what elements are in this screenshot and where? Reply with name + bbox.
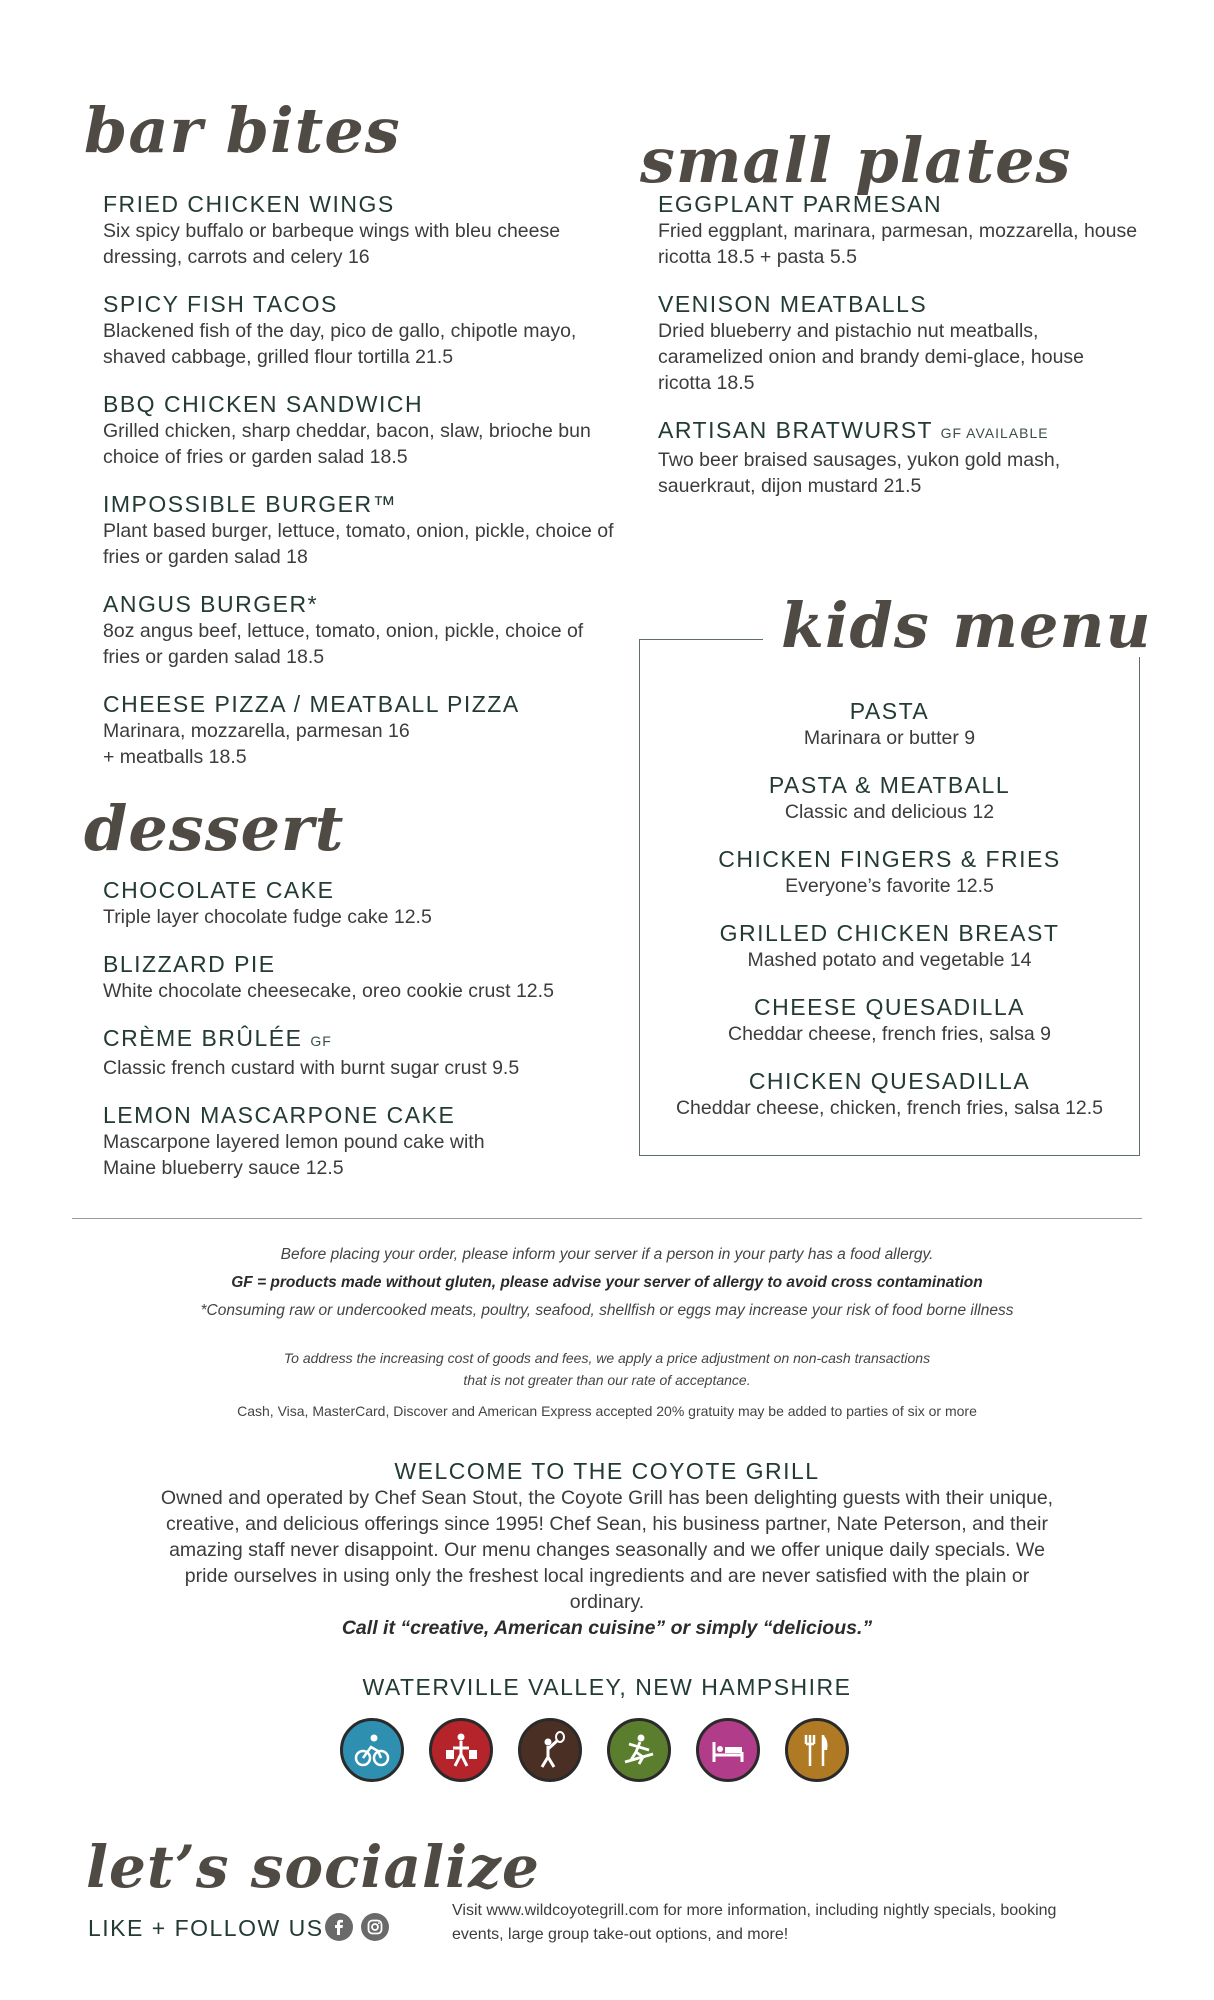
instagram-icon[interactable] <box>361 1913 389 1941</box>
menu-item <box>103 390 623 470</box>
gf-tag: GF AVAILABLE <box>940 425 1049 441</box>
item-desc: Everyone’s favorite 12.5 <box>785 875 994 897</box>
visit-website-text: Visit www.wildcoyotegrill.com for more information, including nightly specials, booking events, large group take-out options, and more! <box>452 1902 1057 1943</box>
item-desc: Six spicy buffalo or barbeque wings with bleu cheese dressing, carrots and celery 16 <box>103 220 561 268</box>
lodging-icon <box>696 1718 760 1782</box>
gf-tag: GF <box>310 1033 332 1049</box>
skiing-icon <box>607 1718 671 1782</box>
item-desc: Classic french custard with burnt sugar crust 9.5 <box>103 1057 520 1079</box>
dining-icon <box>785 1718 849 1782</box>
item-desc: Triple layer chocolate fudge cake 12.5 <box>103 906 432 928</box>
welcome-tagline: Call it “creative, American cuisine” or simply “delicious.” <box>341 1617 873 1639</box>
item-name: FRIED CHICKEN WINGS <box>103 191 395 217</box>
item-desc: 8oz angus beef, lettuce, tomato, onion, pickle, choice of fries or garden salad 18.5 <box>103 620 584 668</box>
item-name: CHICKEN FINGERS & FRIES <box>718 846 1061 872</box>
item-desc: Marinara or butter 9 <box>803 727 976 749</box>
kids-menu-list <box>640 697 1139 1141</box>
menu-item <box>658 416 1138 499</box>
item-desc-extra: + meatballs 18.5 <box>103 746 247 768</box>
welcome-title: WELCOME TO THE COYOTE GRILL <box>394 1458 820 1484</box>
item-name: PASTA & MEATBALL <box>768 772 1011 798</box>
item-desc: White chocolate cheesecake, oreo cookie crust 12.5 <box>103 980 554 1002</box>
item-desc: Two beer braised sausages, yukon gold mash, sauerkraut, dijon mustard 21.5 <box>658 449 1061 497</box>
socialize-title: let’s socialize <box>86 1833 540 1901</box>
bar-bites-title: bar bites <box>84 94 401 167</box>
item-name: BBQ CHICKEN SANDWICH <box>103 391 424 417</box>
activity-icons <box>340 1718 874 1786</box>
item-name: ANGUS BURGER* <box>103 591 319 617</box>
item-name: CHEESE PIZZA / MEATBALL PIZZA <box>103 691 520 717</box>
kids-item <box>640 993 1139 1047</box>
item-name: LEMON MASCARPONE CAKE <box>103 1102 456 1128</box>
item-desc-extra: Maine blueberry sauce 12.5 <box>103 1157 344 1179</box>
menu-item <box>103 490 623 570</box>
dessert-title: dessert <box>84 792 345 865</box>
menu-item <box>103 950 623 1004</box>
menu-item <box>103 690 623 770</box>
item-name: SPICY FISH TACOS <box>103 291 338 317</box>
item-name: CHICKEN QUESADILLA <box>748 1068 1031 1094</box>
item-desc: Dried blueberry and pistachio nut meatballs, caramelized onion and brandy demi-glace, house ricotta 18.5 <box>658 320 1085 394</box>
item-name: PASTA <box>849 698 930 724</box>
item-name: GRILLED CHICKEN BREAST <box>719 920 1060 946</box>
item-desc: Cheddar cheese, chicken, french fries, salsa 12.5 <box>675 1097 1104 1119</box>
menu-item <box>103 290 623 370</box>
kids-menu-title-wrap <box>763 589 1170 662</box>
section-divider <box>72 1218 1142 1219</box>
item-name <box>658 416 1138 447</box>
payment-note: Cash, Visa, MasterCard, Discover and American Express accepted 20% gratuity may be added to parties of six or more <box>237 1403 977 1419</box>
item-desc: Mashed potato and vegetable 14 <box>747 949 1032 971</box>
menu-item <box>103 876 623 930</box>
kids-item <box>640 1067 1139 1121</box>
kids-item <box>640 845 1139 899</box>
item-name-text: ARTISAN BRATWURST <box>658 417 933 443</box>
kids-item <box>640 771 1139 825</box>
tennis-icon <box>518 1718 582 1782</box>
price-adjustment-note-2: that is not greater than our rate of acceptance. <box>463 1372 751 1388</box>
price-adjustment-note: To address the increasing cost of goods and fees, we apply a price adjustment on non-cash transactions <box>283 1350 931 1366</box>
menu-item <box>658 290 1138 396</box>
small-plates-title: small plates <box>640 124 1072 197</box>
menu-item <box>103 1024 623 1081</box>
item-desc: Fried eggplant, marinara, parmesan, mozzarella, house ricotta 18.5 + pasta 5.5 <box>658 220 1138 268</box>
menu-item <box>658 190 1138 270</box>
raw-food-note: *Consuming raw or undercooked meats, poultry, seafood, shellfish or eggs may increase your risk of food borne illness <box>200 1302 1014 1319</box>
menu-item <box>103 190 623 270</box>
item-desc: Blackened fish of the day, pico de gallo, chipotle mayo, shaved cabbage, grilled flour tortilla 21.5 <box>103 320 577 368</box>
allergy-note: Before placing your order, please inform your server if a person in your party has a food allergy. <box>280 1246 934 1263</box>
item-desc: Grilled chicken, sharp cheddar, bacon, slaw, brioche bun choice of fries or garden salad 18.5 <box>103 420 591 468</box>
item-name <box>103 1024 623 1055</box>
item-desc: Classic and delicious 12 <box>784 801 995 823</box>
item-desc: Cheddar cheese, french fries, salsa 9 <box>727 1023 1051 1045</box>
welcome-section <box>150 1458 1064 1641</box>
item-name: CHEESE QUESADILLA <box>754 994 1025 1020</box>
welcome-body: Owned and operated by Chef Sean Stout, the Coyote Grill has been delighting guests with their unique, creative, and delicious offerings since 1995! Chef Sean, his business partner, Nate Peterson, and their amazing staff never disappoint. Our menu changes seasonally and we offer unique daily specials. We pride ourselves in using only the freshest local ingredients and are never satisfied with the plain or ordinary. <box>160 1487 1054 1613</box>
biking-icon <box>340 1718 404 1782</box>
facebook-icon[interactable] <box>325 1913 353 1941</box>
menu-item <box>103 590 623 670</box>
item-name: EGGPLANT PARMESAN <box>658 191 943 217</box>
gf-note: GF = products made without gluten, please advise your server of allergy to avoid cross contamination <box>231 1274 983 1291</box>
kids-item <box>640 919 1139 973</box>
kids-item <box>640 697 1139 751</box>
menu-item <box>103 1101 623 1181</box>
item-name-text: CRÈME BRÛLÉE <box>103 1025 303 1051</box>
location-heading: WATERVILLE VALLEY, NEW HAMPSHIRE <box>362 1674 852 1700</box>
kids-menu-title: kids menu <box>781 589 1152 662</box>
item-name: CHOCOLATE CAKE <box>103 877 335 903</box>
item-name: BLIZZARD PIE <box>103 951 276 977</box>
item-desc: Marinara, mozzarella, parmesan 16 <box>103 720 410 742</box>
item-name: VENISON MEATBALLS <box>658 291 928 317</box>
small-plates-list <box>658 190 1138 519</box>
item-name: IMPOSSIBLE BURGER™ <box>103 491 398 517</box>
dessert-list <box>103 876 623 1201</box>
follow-label: LIKE + FOLLOW US <box>88 1915 324 1941</box>
item-desc: Plant based burger, lettuce, tomato, onion, pickle, choice of fries or garden salad 18 <box>103 520 614 568</box>
item-desc: Mascarpone layered lemon pound cake with <box>103 1131 485 1153</box>
shopping-icon <box>429 1718 493 1782</box>
bar-bites-list <box>103 190 623 790</box>
